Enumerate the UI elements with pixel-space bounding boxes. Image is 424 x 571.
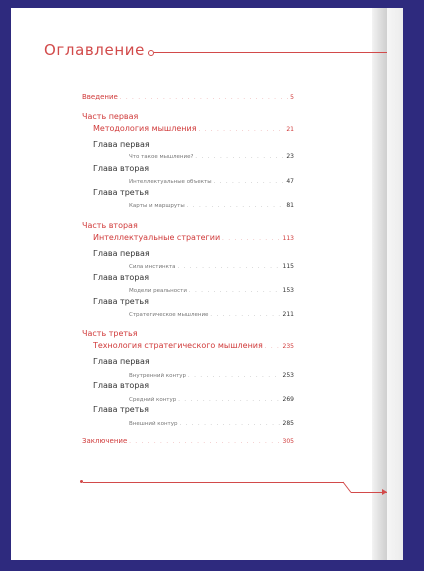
toc-entry-chapter[interactable] (129, 372, 294, 379)
dot-leader (199, 127, 285, 133)
part-title: Интеллектуальные стратегии (93, 233, 221, 242)
part-label: Часть первая (82, 112, 139, 121)
dot-leader (178, 397, 280, 403)
chapter-label: Глава третья (93, 405, 149, 414)
dot-leader (187, 203, 285, 209)
toc-entry-chapter[interactable] (129, 202, 294, 209)
bottom-rule (83, 482, 344, 483)
dot-leader (195, 154, 284, 160)
dot-leader (120, 95, 288, 101)
dot-leader (180, 421, 281, 427)
page-number: 47 (286, 178, 294, 185)
part-label: Часть вторая (82, 221, 138, 230)
toc-entry-conclusion[interactable] (82, 437, 294, 445)
dot-leader (222, 236, 280, 242)
dot-leader (214, 179, 285, 185)
chapter-label: Глава вторая (93, 381, 150, 390)
chapter-title: Модели реальности (129, 288, 187, 294)
chapter-label: Глава первая (93, 249, 150, 258)
part-label: Часть третья (82, 329, 138, 338)
toc-entry-part-3[interactable] (93, 341, 294, 350)
dot-leader (265, 344, 281, 350)
chapter-label: Глава вторая (93, 164, 150, 173)
part-title: Методология мышления (93, 124, 197, 133)
page-number: 235 (282, 343, 294, 350)
page-number: 21 (286, 126, 294, 133)
toc-entry-chapter[interactable] (129, 263, 294, 270)
chapter-title: Что такое мышление? (129, 154, 194, 160)
toc-entry-chapter[interactable] (129, 420, 294, 427)
chapter-title: Внешний контур (129, 421, 178, 427)
dot-leader (210, 312, 280, 318)
facing-page-edge (387, 8, 403, 560)
page-number: 81 (286, 202, 294, 209)
page-number: 269 (282, 396, 294, 403)
page-number: 115 (282, 263, 294, 270)
toc-entry-chapter[interactable] (129, 396, 294, 403)
toc-entry-chapter[interactable] (129, 287, 294, 294)
dot-leader (178, 264, 281, 270)
toc-entry-chapter[interactable] (129, 311, 294, 318)
arrow-right-icon (382, 489, 387, 495)
chapter-title: Интеллектуальные объекты (129, 179, 212, 185)
entry-title: Введение (82, 93, 118, 101)
dot-leader (188, 373, 281, 379)
chapter-title: Средний контур (129, 397, 177, 403)
page-number: 113 (282, 235, 294, 242)
part-title: Технология стратегического мышления (93, 341, 263, 350)
page-number: 285 (282, 420, 294, 427)
chapter-label: Глава третья (93, 297, 149, 306)
dot-leader (129, 439, 280, 445)
toc-entry-chapter[interactable] (129, 178, 294, 185)
chapter-title: Карты и маршруты (129, 203, 185, 209)
chapter-title: Сила инстинкта (129, 264, 176, 270)
page-number: 5 (290, 94, 294, 101)
toc-entry-intro[interactable] (82, 93, 294, 101)
chapter-title: Внутренний контур (129, 373, 187, 379)
chapter-label: Глава первая (93, 357, 150, 366)
toc-entry-chapter[interactable] (129, 153, 294, 160)
toc-entry-part-2[interactable] (93, 233, 294, 242)
page-number: 211 (282, 311, 294, 318)
chapter-label: Глава третья (93, 188, 149, 197)
page-number: 153 (282, 287, 294, 294)
chapter-title: Стратегическое мышление (129, 312, 209, 318)
toc-entry-part-1[interactable] (93, 124, 294, 133)
dot-leader (189, 288, 281, 294)
toc-title: Оглавление (44, 41, 145, 59)
page-number: 253 (282, 372, 294, 379)
entry-title: Заключение (82, 437, 128, 445)
chapter-label: Глава первая (93, 140, 150, 149)
chapter-label: Глава вторая (93, 273, 150, 282)
page-number: 305 (282, 438, 294, 445)
page-number: 23 (286, 153, 294, 160)
